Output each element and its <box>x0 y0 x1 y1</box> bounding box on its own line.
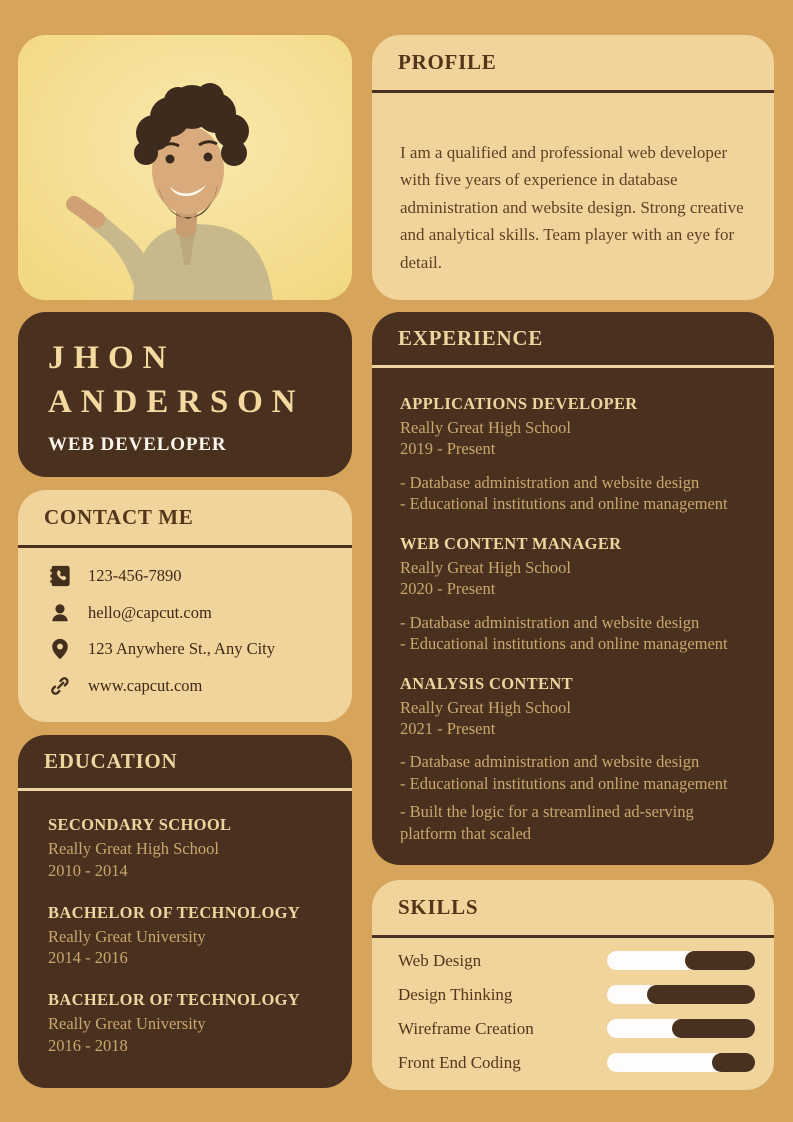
skill-row <box>398 951 755 971</box>
education-school: Really Great University <box>48 1014 206 1034</box>
experience-bullet: - Database administration and website design <box>400 752 700 772</box>
experience-bullet: - Educational institutions and online management <box>400 773 728 793</box>
skill-label: Web Design <box>398 950 482 970</box>
contact-header <box>18 490 352 545</box>
contact-section <box>18 490 352 722</box>
skill-label: Design Thinking <box>398 984 513 1004</box>
experience-role: ANALYSIS CONTENT <box>400 673 573 693</box>
education-school: Really Great High School <box>48 839 219 858</box>
experience-entry <box>400 394 750 515</box>
skill-bar-fill <box>647 985 755 1004</box>
experience-org: Really Great High School <box>400 418 571 437</box>
skill-row <box>398 1019 755 1039</box>
experience-bullet: - Educational institutions and online management <box>400 494 728 514</box>
profile-header <box>372 35 774 90</box>
profile-section <box>372 35 774 300</box>
education-list <box>18 791 352 1057</box>
right-column <box>372 35 774 1122</box>
education-period: 2010 - 2014 <box>48 860 128 880</box>
skill-bar <box>607 951 755 970</box>
skills-list <box>372 938 774 1073</box>
education-section <box>18 735 352 1088</box>
experience-org: Really Great High School <box>400 557 571 577</box>
education-entry <box>48 815 328 882</box>
education-school: Really Great University <box>48 926 206 946</box>
phone-book-icon <box>48 565 71 588</box>
experience-org: Really Great High School <box>400 697 571 717</box>
experience-period: 2020 - Present <box>400 578 496 598</box>
job-title: WEB DEVELOPER <box>48 433 227 455</box>
contact-email: hello@capcut.com <box>88 602 212 622</box>
contact-website: www.capcut.com <box>88 675 203 695</box>
skill-bar <box>607 985 755 1004</box>
contact-item-address <box>48 638 328 661</box>
link-icon <box>48 674 71 697</box>
experience-bullet: - Database administration and website design <box>400 612 700 632</box>
skill-label: Front End Coding <box>398 1052 521 1072</box>
experience-role: WEB CONTENT MANAGER <box>400 533 622 553</box>
person-name: JHON ANDERSON <box>48 340 305 420</box>
profile-heading: PROFILE <box>398 50 497 74</box>
education-entry <box>48 903 328 970</box>
experience-period: 2019 - Present <box>400 438 496 458</box>
contact-heading: CONTACT ME <box>44 505 194 529</box>
skill-bar <box>607 1053 755 1072</box>
education-period: 2014 - 2016 <box>48 948 128 968</box>
experience-bullet: - Built the logic for a streamlined ad-serving platform that scaled <box>400 802 694 843</box>
education-degree: SECONDARY SCHOOL <box>48 815 232 834</box>
location-pin-icon <box>48 638 71 661</box>
profile-body <box>372 93 774 277</box>
skill-row <box>398 985 755 1005</box>
experience-bullet: - Educational institutions and online management <box>400 634 728 654</box>
contact-list <box>18 548 352 698</box>
experience-section <box>372 312 774 865</box>
experience-header <box>372 312 774 365</box>
name-card <box>18 312 352 477</box>
skill-row <box>398 1053 755 1073</box>
contact-item-email <box>48 601 328 624</box>
education-period: 2016 - 2018 <box>48 1035 128 1055</box>
education-degree: BACHELOR OF TECHNOLOGY <box>48 902 301 922</box>
education-entry <box>48 990 328 1057</box>
profile-photo <box>18 35 352 300</box>
contact-phone: 123-456-7890 <box>88 566 182 585</box>
skill-bar-fill <box>712 1053 755 1072</box>
contact-item-phone <box>48 565 328 588</box>
profile-photo-illustration <box>18 35 352 300</box>
person-icon <box>48 601 71 624</box>
experience-role: APPLICATIONS DEVELOPER <box>400 394 638 413</box>
experience-period: 2021 - Present <box>400 718 496 738</box>
education-degree: BACHELOR OF TECHNOLOGY <box>48 990 301 1010</box>
experience-entry <box>400 674 750 845</box>
education-header <box>18 735 352 788</box>
experience-bullets <box>400 612 750 655</box>
skills-section <box>372 880 774 1090</box>
skill-bar <box>607 1019 755 1038</box>
experience-list <box>372 368 774 844</box>
skill-label: Wireframe Creation <box>398 1018 534 1038</box>
skills-header <box>372 880 774 935</box>
experience-entry <box>400 534 750 655</box>
experience-bullet: - Database administration and website design <box>400 472 700 492</box>
skills-heading: SKILLS <box>398 895 479 919</box>
contact-item-website <box>48 674 328 697</box>
contact-address: 123 Anywhere St., Any City <box>88 639 276 658</box>
education-heading: EDUCATION <box>44 749 178 773</box>
profile-text: I am a qualified and professional web developer with five years of experience in database administration and website design. Strong creative and analytical skills. Team player with an eye for detail. <box>400 142 744 272</box>
skill-bar-fill <box>672 1019 755 1038</box>
skill-bar-fill <box>685 951 755 970</box>
experience-heading: EXPERIENCE <box>398 326 544 350</box>
experience-bullets <box>400 751 750 844</box>
experience-bullets <box>400 472 750 515</box>
left-column <box>18 35 352 1122</box>
